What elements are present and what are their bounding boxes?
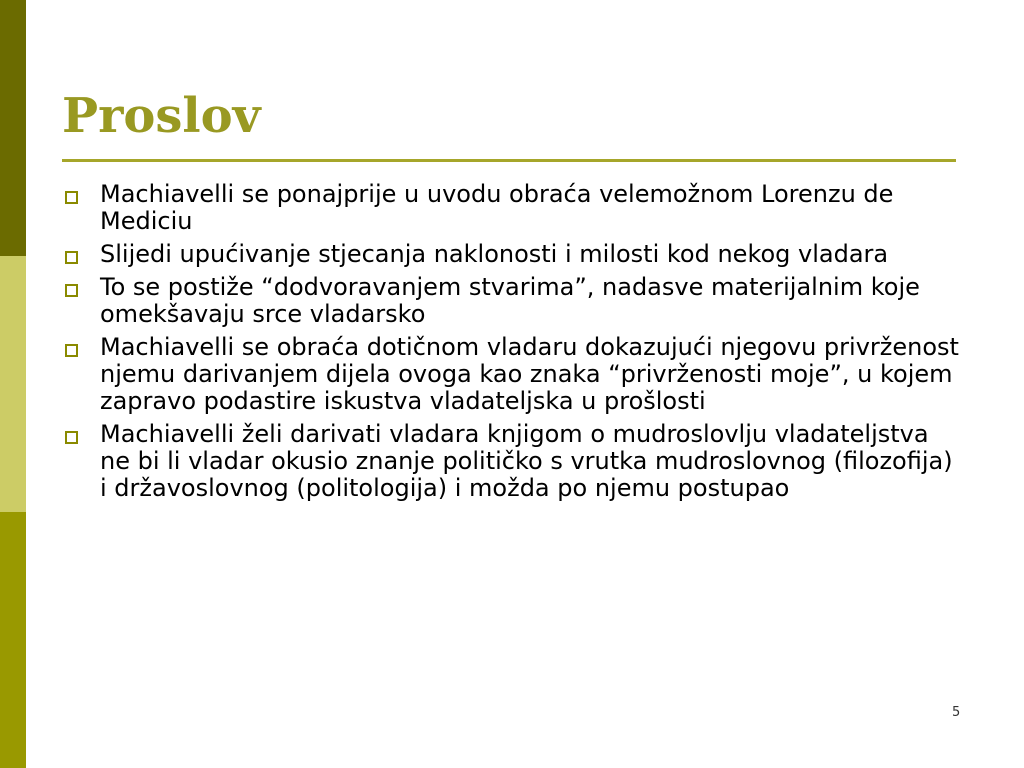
bullet-item	[62, 274, 962, 328]
page-number: 5	[952, 705, 961, 720]
hollow-square-bullet-icon	[65, 431, 78, 444]
hollow-square-bullet-icon	[65, 191, 78, 204]
bullet-item	[62, 421, 962, 502]
bullet-item	[62, 181, 962, 235]
title-underline	[62, 159, 956, 162]
bullet-text: To se postiže “dodvoravanjem stvarima”, nadasve materijalnim koje omekšavaju srce vladarsko	[100, 273, 920, 328]
side-bar-mid-segment	[0, 512, 26, 768]
bullet-text: Machiavelli želi darivati vladara knjigom o mudroslovlju vladateljstva ne bi li vladar okusio znanje političko s vrutka mudroslovnog (filozofija) i državoslovnog (politologija) i možda po njemu postupao	[100, 420, 953, 502]
bullet-list	[62, 181, 962, 508]
hollow-square-bullet-icon	[65, 251, 78, 264]
bullet-item	[62, 241, 962, 268]
slide-title: Proslov	[62, 88, 261, 144]
bullet-text: Machiavelli se obraća dotičnom vladaru dokazujući njegovu privrženost njemu darivanjem dijela ovoga kao znaka “privrženosti moje”, u kojem zapravo podastire iskustva vladateljska u prošlosti	[100, 333, 959, 415]
side-bar-dark-segment	[0, 0, 26, 256]
bullet-item	[62, 334, 962, 415]
bullet-text: Slijedi upućivanje stjecanja naklonosti i milosti kod nekog vladara	[100, 240, 889, 268]
hollow-square-bullet-icon	[65, 284, 78, 297]
side-accent-bar	[0, 0, 26, 768]
bullet-text: Machiavelli se ponajprije u uvodu obraća velemožnom Lorenzu de Mediciu	[100, 180, 894, 235]
side-bar-light-segment	[0, 256, 26, 512]
hollow-square-bullet-icon	[65, 344, 78, 357]
